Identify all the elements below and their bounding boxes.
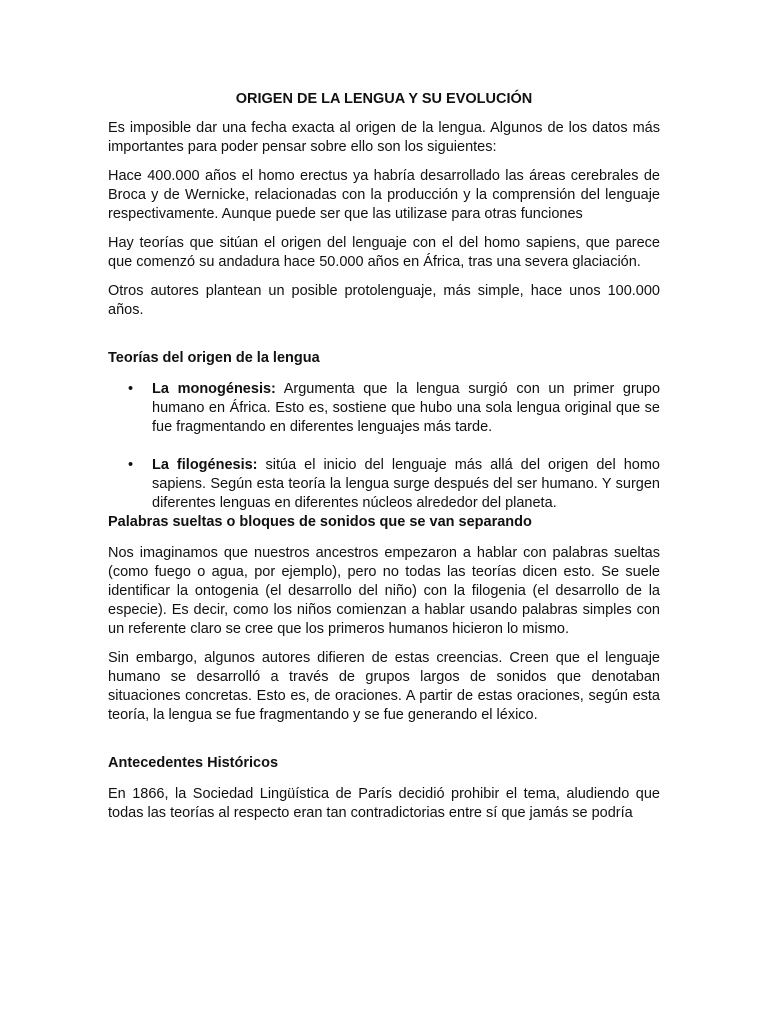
bullet-icon: • — [128, 457, 134, 473]
intro-paragraph-4: Otros autores plantean un posible protolenguaje, más simple, hace unos 100.000 años. — [108, 283, 660, 318]
document-title: ORIGEN DE LA LENGUA Y SU EVOLUCIÓN — [235, 91, 533, 107]
intro-paragraph-2: Hace 400.000 años el homo erectus ya habría desarrollado las áreas cerebrales de Broca y de Wernicke, relacionadas con la producción y la comprensión del lenguaje respectivamente. Aunque puede ser que las utilizase para otras funciones — [108, 168, 660, 222]
theory-item-monogenesis — [108, 380, 660, 437]
words-paragraph-2: Sin embargo, algunos autores difieren de estas creencias. Creen que el lenguaje humano se desarrolló a través de grupos largos de sonidos que denotaban situaciones concretas. Esto es, de oraciones. A partir de estas oraciones, según esta teoría, la lengua se fue fragmentando y se fue generando el léxico. — [108, 650, 660, 723]
theories-list — [108, 380, 660, 513]
history-paragraph-1: En 1866, la Sociedad Lingüística de París decidió prohibir el tema, aludiendo que todas las teorías al respecto eran tan contradictorias entre sí que jamás se podría — [108, 786, 660, 821]
theory-term: La monogénesis: — [152, 381, 276, 397]
heading-history: Antecedentes Históricos — [108, 755, 279, 771]
heading-words: Palabras sueltas o bloques de sonidos que se van separando — [108, 514, 532, 530]
intro-paragraph-3: Hay teorías que sitúan el origen del lenguaje con el del homo sapiens, que parece que comenzó su andadura hace 50.000 años en África, tras una severa glaciación. — [108, 235, 660, 270]
theory-term: La filogénesis: — [152, 457, 258, 473]
bullet-icon: • — [128, 381, 134, 397]
intro-paragraph-1: Es imposible dar una fecha exacta al origen de la lengua. Algunos de los datos más importantes para poder pensar sobre ello son los siguientes: — [108, 120, 660, 155]
document-page — [108, 90, 660, 833]
heading-theories: Teorías del origen de la lengua — [108, 350, 320, 366]
theory-text: Argumenta que la lengua surgió con un primer grupo humano en África. Esto es, sostiene que hubo una sola lengua original que se fue fragmentando en diferentes lenguajes más tarde. — [152, 381, 661, 435]
words-paragraph-1: Nos imaginamos que nuestros ancestros empezaron a hablar con palabras sueltas (como fuego o agua, por ejemplo), pero no todas las teorías dicen esto. Se suele identificar la ontogenia (el desarrollo del niño) con la filogenia (el desarrollo de la especie). Es decir, como los niños comienzan a hablar usando palabras simples con un referente claro se cree que los primeros humanos hicieron lo mismo. — [108, 545, 660, 637]
theory-item-filogenesis — [108, 456, 660, 513]
theory-text: sitúa el inicio del lenguaje más allá del origen del homo sapiens. Según esta teoría la lengua surge después del ser humano. Y surgen diferentes lenguas en diferentes núcleos alrededor del planeta. — [152, 457, 660, 511]
